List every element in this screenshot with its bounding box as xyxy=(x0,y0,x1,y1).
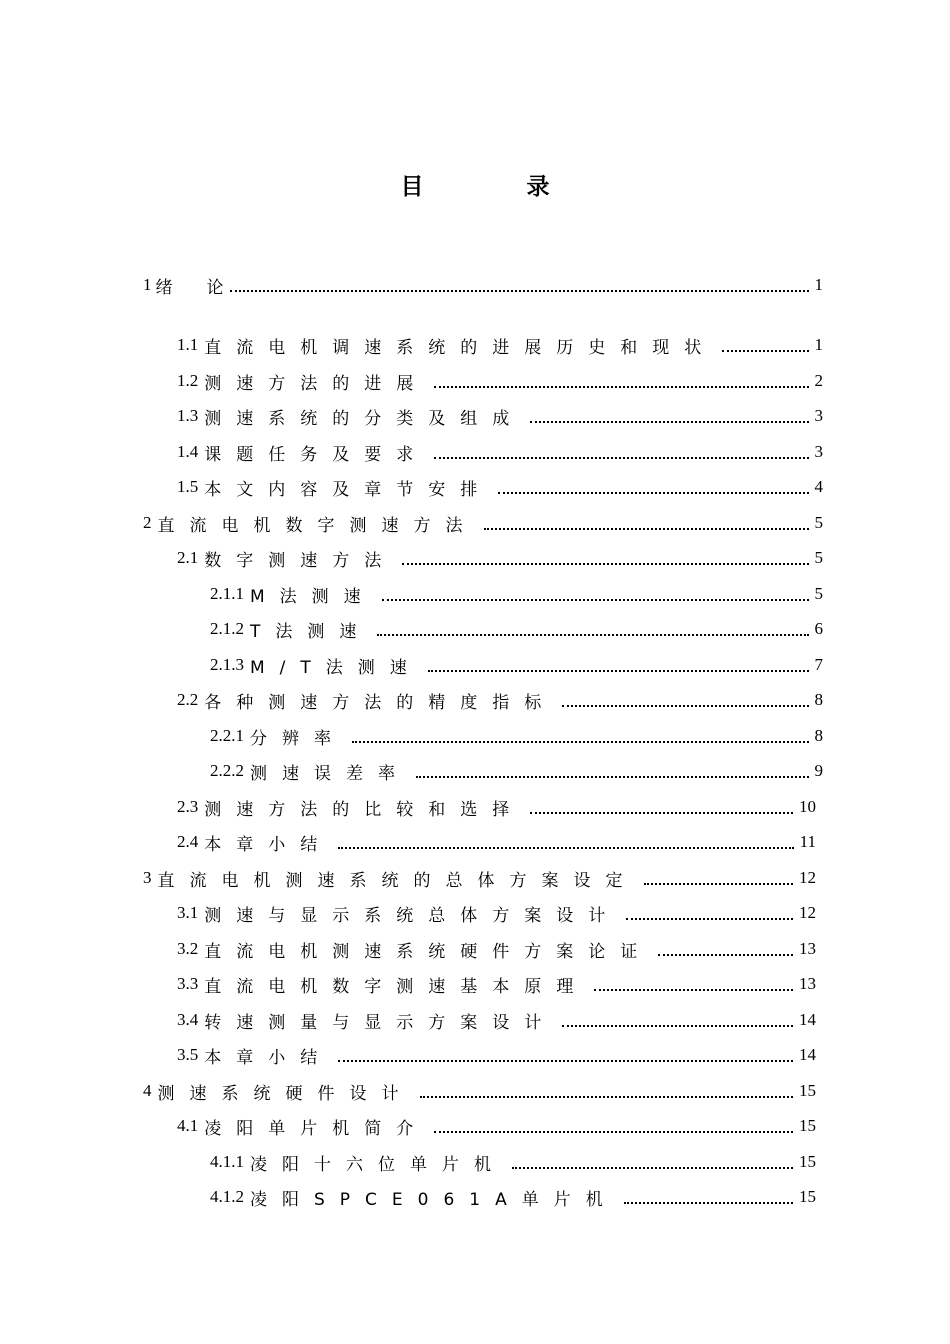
toc-entry[interactable] xyxy=(143,866,816,890)
toc-entry-page: 7 xyxy=(814,655,823,674)
toc-leader-dots xyxy=(352,741,809,743)
toc-entry[interactable] xyxy=(210,653,823,677)
toc-entry-title: 测速方法的比较和选择 xyxy=(204,799,525,820)
toc-entry-title: 分辨率 xyxy=(250,728,346,749)
toc-entry-page: 9 xyxy=(814,761,823,780)
toc-leader-dots xyxy=(562,705,808,707)
toc-leader-dots xyxy=(402,563,808,565)
toc-entry-number: 1.3 xyxy=(177,406,199,425)
toc-entry[interactable] xyxy=(177,546,823,570)
toc-entry-page: 5 xyxy=(814,513,823,532)
toc-entry[interactable] xyxy=(177,901,816,925)
toc-leader-dots xyxy=(512,1167,793,1169)
toc-entry-page: 14 xyxy=(799,1045,816,1064)
toc-entry-number: 3.5 xyxy=(177,1045,199,1064)
toc-entry[interactable] xyxy=(143,273,823,297)
toc-entry-number: 1.2 xyxy=(177,371,199,390)
toc-entry-title: 直流电机数字测速方法 xyxy=(157,515,478,536)
toc-entry[interactable] xyxy=(210,617,823,641)
toc-entry-page: 15 xyxy=(799,1152,816,1171)
toc-entry-title: 本章小结 xyxy=(204,834,333,855)
toc-entry-number: 2.4 xyxy=(177,832,199,851)
toc-entry-number: 3 xyxy=(143,868,152,887)
toc-entry[interactable] xyxy=(177,1008,816,1032)
toc-entry[interactable] xyxy=(210,1185,816,1209)
toc-entry-number: 2.1.3 xyxy=(210,655,244,674)
toc-entry-title: 测速误差率 xyxy=(250,763,410,784)
toc-entry-number: 1.4 xyxy=(177,442,199,461)
toc-entry-page: 12 xyxy=(799,868,816,887)
toc-entry-number: 2.2 xyxy=(177,690,199,709)
toc-leader-dots xyxy=(434,457,808,459)
toc-leader-dots xyxy=(594,989,793,991)
toc-leader-dots xyxy=(377,634,808,636)
toc-entry-page: 15 xyxy=(799,1187,816,1206)
toc-entry-number: 2.1.2 xyxy=(210,619,244,638)
toc-leader-dots xyxy=(562,1025,793,1027)
toc-entry-title: 本文内容及章节安排 xyxy=(204,479,493,500)
toc-leader-dots xyxy=(658,954,793,956)
toc-entry-number: 1.5 xyxy=(177,477,199,496)
toc-entry-page: 8 xyxy=(814,690,823,709)
toc-entry[interactable] xyxy=(177,830,816,854)
toc-entry-title: 测速与显示系统总体方案设计 xyxy=(204,905,621,926)
toc-entry[interactable] xyxy=(177,795,816,819)
toc-entry-number: 3.2 xyxy=(177,939,199,958)
toc-leader-dots xyxy=(644,883,794,885)
toc-leader-dots xyxy=(434,386,808,388)
toc-entry[interactable] xyxy=(210,1150,816,1174)
toc-leader-dots xyxy=(420,1096,794,1098)
toc-entry[interactable] xyxy=(210,759,823,783)
toc-entry-number: 2.1 xyxy=(177,548,199,567)
toc-entry[interactable] xyxy=(177,1114,816,1138)
toc-entry[interactable] xyxy=(143,1079,816,1103)
toc-entry-title: 转速测量与显示方案设计 xyxy=(204,1012,557,1033)
toc-entry-page: 13 xyxy=(799,939,816,958)
toc-entry-page: 14 xyxy=(799,1010,816,1029)
toc-leader-dots xyxy=(722,350,808,352)
toc-leader-dots xyxy=(416,776,809,778)
toc-entry-number: 2.1.1 xyxy=(210,584,244,603)
toc-entry-page: 10 xyxy=(799,797,816,816)
toc-entry-page: 1 xyxy=(814,275,823,294)
toc-entry-title: M法测速 xyxy=(250,586,376,607)
toc-entry-title: 课题任务及要求 xyxy=(204,444,429,465)
toc-entry-title: 直流电机测速系统硬件方案论证 xyxy=(204,941,653,962)
toc-entry-page: 8 xyxy=(814,726,823,745)
toc-entry-title: 数字测速方法 xyxy=(204,550,397,571)
toc-entry-title: 凌阳SPCE061A单片机 xyxy=(250,1189,618,1210)
toc-leader-dots xyxy=(338,847,793,849)
toc-entry-number: 4 xyxy=(143,1081,152,1100)
toc-entry-number: 1.1 xyxy=(177,335,199,354)
toc-entry-number: 2.2.1 xyxy=(210,726,244,745)
toc-entry-title: T法测速 xyxy=(250,621,372,642)
toc-entry-number: 2.2.2 xyxy=(210,761,244,780)
toc-entry-page: 15 xyxy=(799,1116,816,1135)
toc-entry-number: 4.1.1 xyxy=(210,1152,244,1171)
toc-entry-page: 4 xyxy=(814,477,823,496)
toc-entry-page: 2 xyxy=(814,371,823,390)
toc-entry-page: 3 xyxy=(814,406,823,425)
toc-entry[interactable] xyxy=(177,937,816,961)
toc-entry-page: 3 xyxy=(814,442,823,461)
toc-entry-title: 直流电机测速系统的总体方案设定 xyxy=(157,870,638,891)
toc-entry-title: 绪 论 xyxy=(155,277,224,298)
toc-entry-page: 15 xyxy=(799,1081,816,1100)
toc-entry[interactable] xyxy=(177,333,823,357)
toc-entry-title: 本章小结 xyxy=(204,1047,333,1068)
toc-entry-number: 4.1.2 xyxy=(210,1187,244,1206)
toc-entry-page: 5 xyxy=(814,584,823,603)
toc-entry-page: 12 xyxy=(799,903,816,922)
toc-entry-page: 11 xyxy=(799,832,816,851)
toc-entry-title: 凌阳单片机简介 xyxy=(204,1118,429,1139)
toc-entry-number: 1 xyxy=(143,275,152,294)
toc-entry-title: 凌阳十六位单片机 xyxy=(250,1154,506,1175)
toc-entry[interactable] xyxy=(177,404,823,428)
toc-leader-dots xyxy=(338,1060,793,1062)
toc-leader-dots xyxy=(382,599,809,601)
toc-leader-dots xyxy=(498,492,808,494)
toc-entry-page: 1 xyxy=(814,335,823,354)
toc-entry-number: 3.4 xyxy=(177,1010,199,1029)
toc-entry-title: 测速方法的进展 xyxy=(204,373,429,394)
toc-leader-dots xyxy=(484,528,809,530)
toc-entry-title: 直流电机数字测速基本原理 xyxy=(204,976,589,997)
toc-leader-dots xyxy=(530,421,808,423)
toc-entry-number: 4.1 xyxy=(177,1116,199,1135)
toc-entry-page: 13 xyxy=(799,974,816,993)
toc-entry[interactable] xyxy=(177,440,823,464)
toc-entry-title: 测速系统的分类及组成 xyxy=(204,408,525,429)
toc-entry[interactable] xyxy=(177,972,816,996)
toc-entry-number: 3.3 xyxy=(177,974,199,993)
toc-leader-dots xyxy=(434,1131,793,1133)
toc-entry-number: 2 xyxy=(143,513,152,532)
toc-leader-dots xyxy=(530,812,793,814)
toc-leader-dots xyxy=(230,290,809,292)
toc-entry-title: 直流电机调速系统的进展历史和现状 xyxy=(204,337,717,358)
toc-entry[interactable] xyxy=(210,724,823,748)
toc-entry-title: 测速系统硬件设计 xyxy=(157,1083,414,1104)
toc-title: 目 录 xyxy=(400,174,590,200)
toc-entry[interactable] xyxy=(177,369,823,393)
toc-leader-dots xyxy=(624,1202,793,1204)
toc-entry-title: M/T法测速 xyxy=(250,657,422,678)
toc-entry-page: 5 xyxy=(814,548,823,567)
toc-entry-number: 2.3 xyxy=(177,797,199,816)
toc-leader-dots xyxy=(428,670,809,672)
toc-entry-title: 各种测速方法的精度指标 xyxy=(204,692,557,713)
toc-leader-dots xyxy=(626,918,793,920)
toc-entry[interactable] xyxy=(210,582,823,606)
toc-entry[interactable] xyxy=(177,1043,816,1067)
toc-entry[interactable] xyxy=(177,475,823,499)
toc-entry-page: 6 xyxy=(814,619,823,638)
toc-entry[interactable] xyxy=(143,511,823,535)
toc-entry-number: 3.1 xyxy=(177,903,199,922)
toc-entry[interactable] xyxy=(177,688,823,712)
